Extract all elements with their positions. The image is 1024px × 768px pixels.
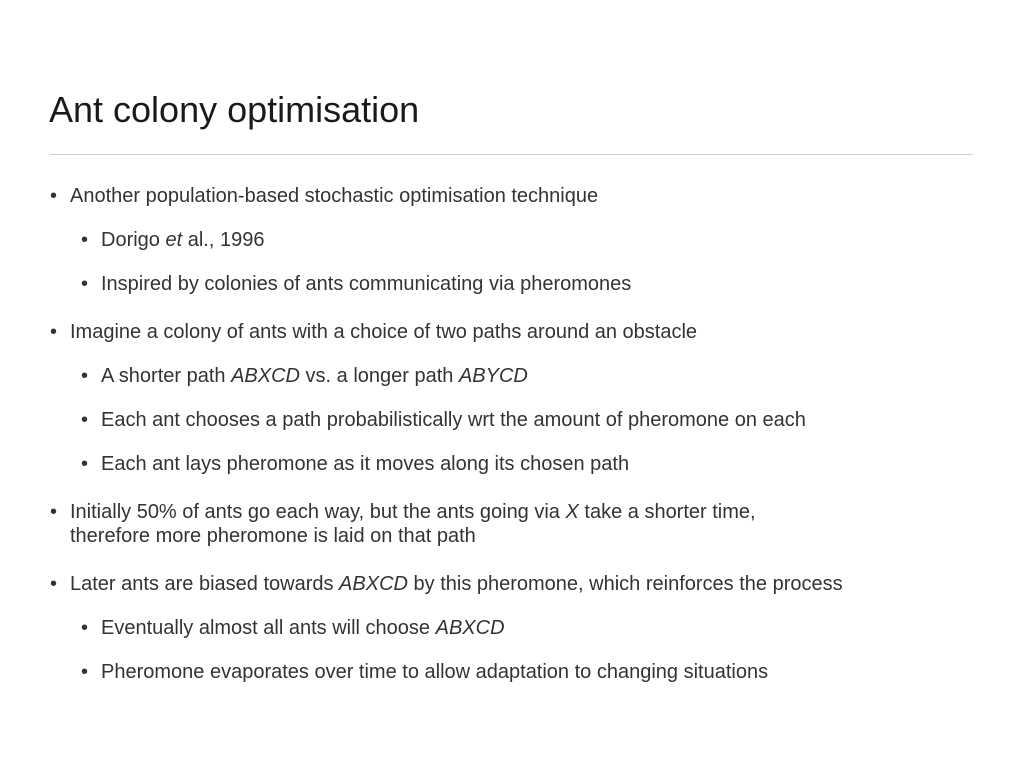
bullet-item (50, 500, 950, 548)
bullet-text: Each ant lays pheromone as it moves along its chosen path (101, 453, 630, 475)
slide-title: Ant colony optimisation (49, 89, 420, 130)
bullet-text: Pheromone evaporates over time to allow adaptation to changing situations (101, 661, 769, 683)
bullet-text-italic: ABXCD (339, 573, 408, 595)
bullet-text: vs. a longer path (299, 365, 459, 387)
bullet-text-italic: ABYCD (458, 365, 528, 387)
bullet-text: Each ant chooses a path probabilistically wrt the amount of pheromone on each (101, 409, 806, 431)
sub-bullet-item (50, 660, 950, 684)
bullet-text: Eventually almost all ants will choose (101, 617, 436, 639)
bullet-marker: • (81, 229, 89, 251)
bullet-marker: • (81, 453, 89, 475)
bullet-text: take a shorter time, (578, 501, 756, 523)
bullet-marker: • (50, 185, 58, 207)
sub-bullet-item (50, 408, 950, 432)
bullet-marker: • (81, 661, 89, 683)
bullet-marker: • (81, 273, 89, 295)
bullet-text: Dorigo (101, 229, 166, 251)
bullet-item (50, 184, 950, 208)
bullet-marker: • (50, 501, 58, 523)
bullet-text: therefore more pheromone is laid on that path (70, 525, 476, 547)
sub-bullet-item (50, 228, 950, 252)
bullet-text: Inspired by colonies of ants communicating via pheromones (101, 273, 632, 295)
bullet-text: Another population-based stochastic optimisation technique (70, 185, 599, 207)
sub-bullet-item (50, 452, 950, 476)
bullet-marker: • (50, 321, 58, 343)
bullet-text-italic: ABXCD (435, 617, 505, 639)
bullet-text-italic: X (565, 501, 579, 523)
bullet-item (50, 320, 950, 344)
bullet-text: al., 1996 (182, 229, 265, 251)
bullet-marker: • (81, 365, 89, 387)
sub-bullet-item (50, 616, 950, 640)
bullet-marker: • (81, 617, 89, 639)
bullet-text: Later ants are biased towards (70, 573, 340, 595)
bullet-text: by this pheromone, which reinforces the process (407, 573, 843, 595)
bullet-text: A shorter path (101, 365, 232, 387)
bullet-marker: • (50, 573, 58, 595)
bullet-text-italic: ABXCD (231, 365, 300, 387)
bullet-marker: • (81, 409, 89, 431)
bullet-item (50, 572, 950, 596)
title-divider (50, 154, 973, 155)
bullet-text: Initially 50% of ants go each way, but the ants going via (70, 501, 566, 523)
sub-bullet-item (50, 364, 950, 388)
bullet-text: Imagine a colony of ants with a choice of two paths around an obstacle (70, 321, 698, 343)
sub-bullet-item (50, 272, 950, 296)
bullet-list (50, 184, 950, 684)
bullet-text-italic: et (165, 229, 183, 251)
